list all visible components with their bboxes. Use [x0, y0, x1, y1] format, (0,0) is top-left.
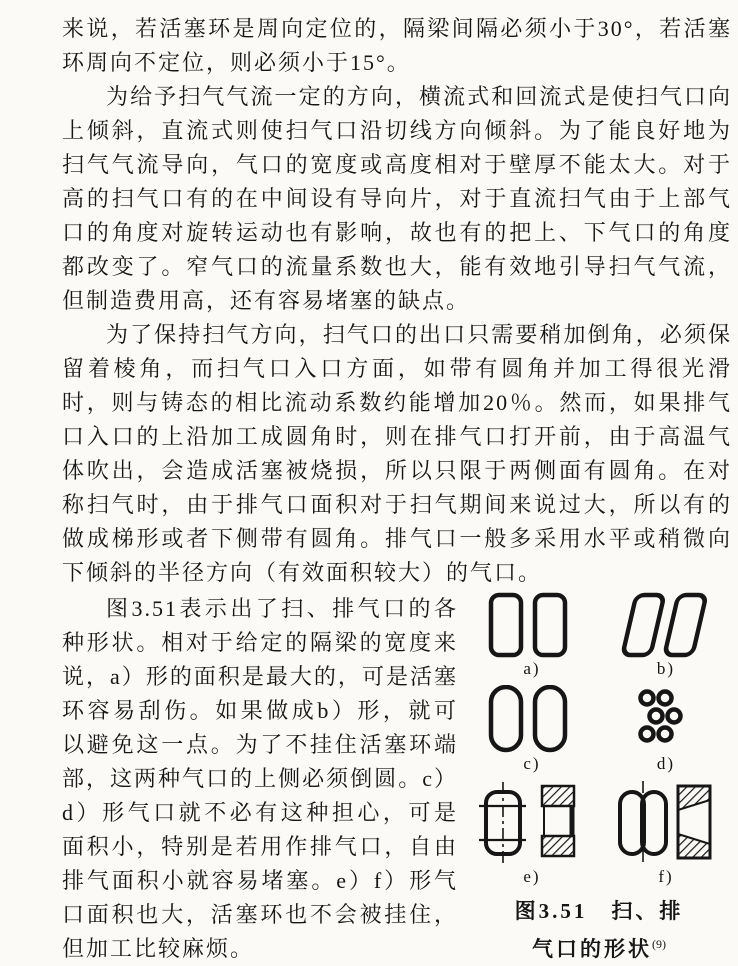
subfigure-a-label: a): [523, 659, 541, 678]
subfigure-d: [602, 685, 730, 774]
subfigure-b: [602, 592, 730, 679]
figure-grid: [468, 592, 730, 887]
subfigure-d-label: d): [656, 754, 676, 773]
paragraph-1: 来说，若活塞环是周向定位的，隔梁间隔必须小于30°，若活塞环周向不定位，则必须小于15°。: [62, 16, 732, 75]
port-shape-d-icon: [611, 685, 721, 753]
port-shape-c-icon: [477, 685, 587, 753]
figure-caption-line2: 气口的形状$^{(9)}$: [532, 937, 666, 961]
figure-caption-line1: 图3.51 扫、排: [514, 899, 684, 923]
port-shape-b-icon: [611, 592, 721, 658]
subfigure-f-label: f): [658, 867, 674, 886]
port-shape-a-icon: [477, 592, 587, 658]
paragraph-3: 为了保持扫气方向，扫气口的出口只需要稍加倒角，必须保留着棱角，而扫气口入口方面，如带有圆角并加工得很光滑时，则与铸态的相比流动系数约能增加20％。然而，如果排气口入口的上沿加工成圆角时，则在排气口打开前，由于高温气体吹出，会造成活塞被烧损，所以只限于两侧面有圆角。在对称扫气时，由于排气口面积对于扫气期间来说过大，所以有的做成梯形或者下侧带有圆角。排气口一般多采用水平或稍微向下倾斜的半径方向（有效面积较大）的气口。: [62, 322, 732, 585]
figure-caption: [515, 895, 684, 966]
subfigure-e-label: e): [523, 867, 541, 886]
subfigure-b-label: b): [656, 659, 676, 678]
subfigure-f: [602, 780, 730, 887]
subfigure-a: [468, 592, 596, 679]
bottom-section: [62, 592, 732, 966]
port-shape-e-icon: [474, 780, 590, 866]
bottom-text-column: [62, 592, 458, 966]
paragraph-2: 为给予扫气气流一定的方向，横流式和回流式是使扫气口向上倾斜，直流式则使扫气口沿切线方向倾斜。为了能良好地为扫气气流导向，气口的宽度或高度相对于壁厚不能太大。对于高的扫气口有的在中间设有导向片，对于直流扫气由于上部气口的角度对旋转运动也有影响，故也有的把上、下气口的角度都改变了。窄气口的流量系数也大，能有效地引导扫气气流，但制造费用高，还有容易堵塞的缺点。: [62, 84, 732, 313]
subfigure-e: [468, 780, 596, 887]
subfigure-c-label: c): [523, 754, 541, 773]
subfigure-c: [468, 685, 596, 774]
figure-3-51: [458, 592, 732, 966]
port-shape-f-icon: [608, 780, 724, 866]
paragraph-4: 图3.51表示出了扫、排气口的各种形状。相对于给定的隔梁的宽度来说，a）形的面积是最大的，可是活塞环容易刮伤。如果做成b）形，就可以避免这一点。为了不挂住活塞环端部，这两种气口的上侧必须倒圆。c）d）形气口就不必有这种担心，可是面积小，特别是若用作排气口，自由排气面积小就容易堵塞。e）f）形气口面积也大，活塞环也不会被挂住，但加工比较麻烦。: [62, 596, 458, 961]
figure-caption-reference: (9): [652, 937, 666, 951]
